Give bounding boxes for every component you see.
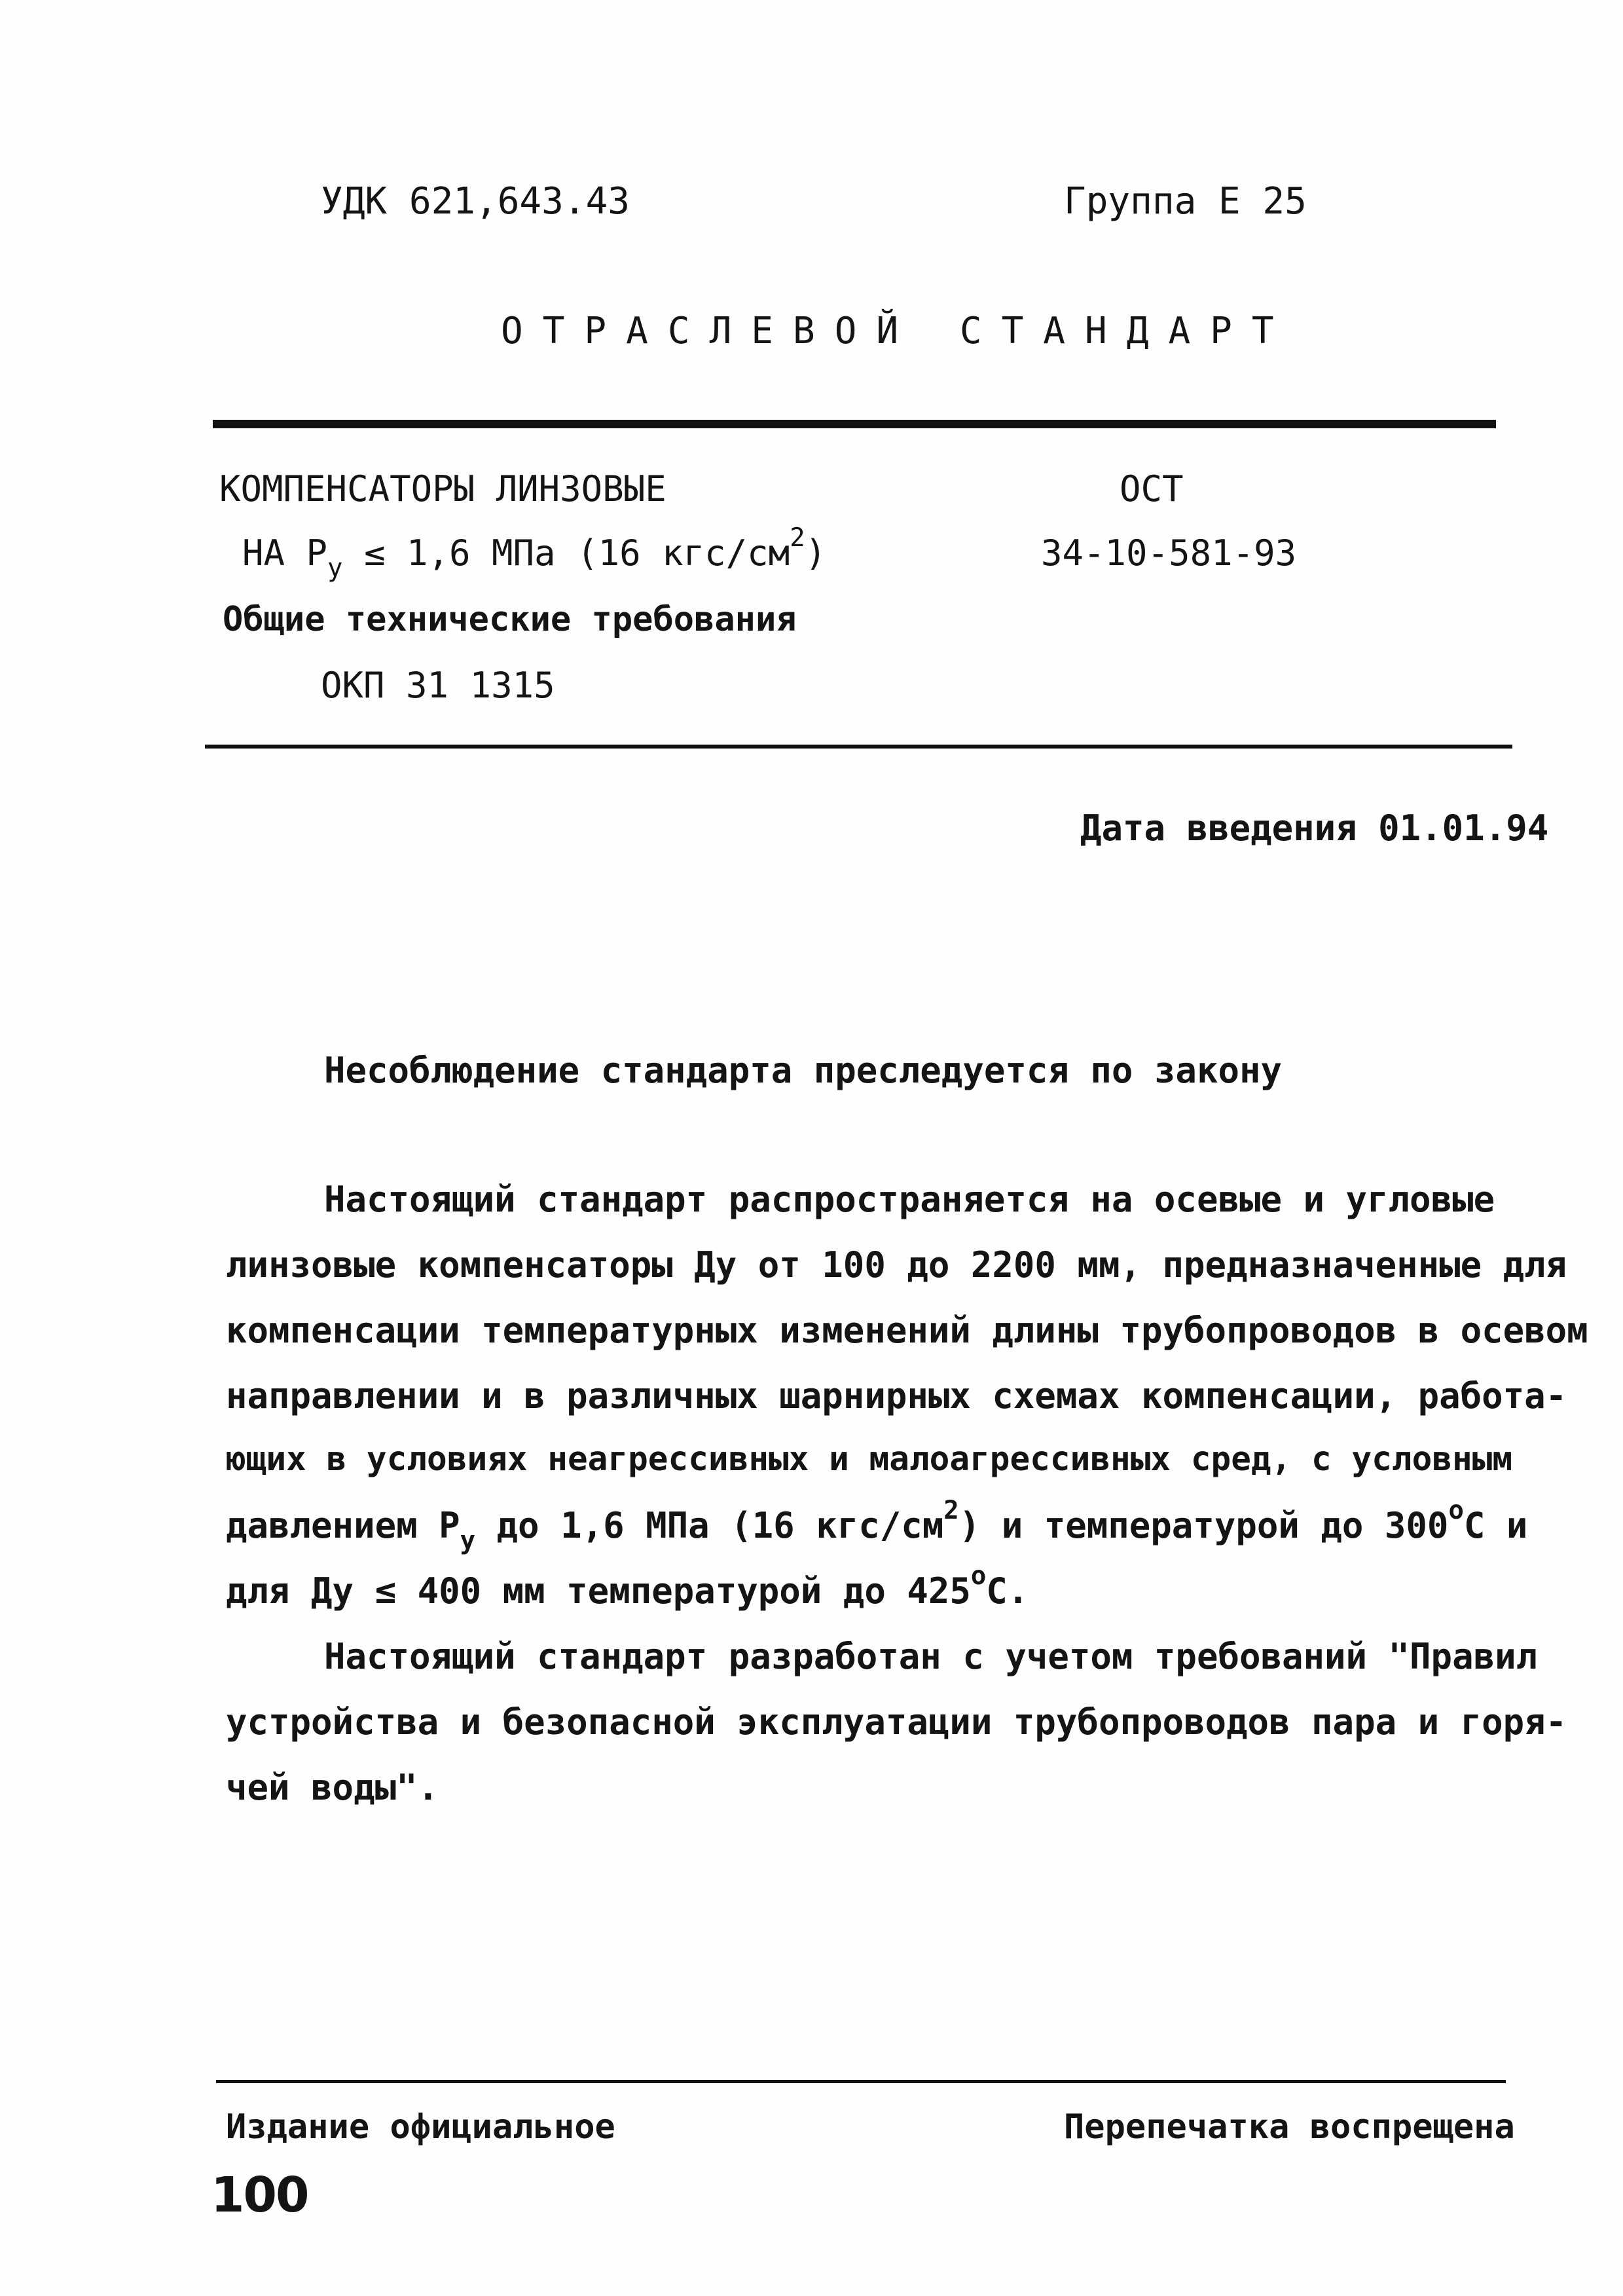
legal-notice: Несоблюдение стандарта преследуется по закону — [324, 1050, 1282, 1091]
udk-code: УДК 621,643.43 — [321, 180, 630, 223]
title-line-2-rest: ≤ 1,6 МПа (16 кгс/см — [342, 532, 790, 574]
footer-rule — [216, 2080, 1506, 2083]
group-code: Группа Е 25 — [1064, 180, 1307, 223]
line-6-degree: о — [1448, 1495, 1464, 1525]
title-line-3: Общие технические требования — [223, 600, 797, 639]
standard-type-heading: ОТРАСЛЕВОЙ СТАНДАРТ — [501, 310, 1294, 352]
paragraph-1-line-1: Настоящий стандарт распространяется на осевые и угловые — [324, 1179, 1495, 1220]
line-6-part-d: С и — [1463, 1505, 1528, 1546]
line-6-part-a: давлением Р — [226, 1505, 460, 1546]
title-line-2 — [242, 523, 827, 583]
title-line-2-sub: у — [327, 553, 343, 583]
paragraph-2-line-2: устройства и безопасной эксплуатации трубопроводов пара и горя- — [226, 1701, 1567, 1743]
page-number: 100 — [211, 2167, 308, 2223]
paragraph-2-line-1: Настоящий стандарт разработан с учетом требований "Правил — [324, 1636, 1538, 1677]
line-7-part-a: для Ду ≤ 400 мм температурой до 425 — [226, 1570, 971, 1612]
title-line-2-end: ) — [805, 532, 827, 574]
paragraph-1-line-5: ющих в условиях неагрессивных и малоагрессивных сред, с условным — [226, 1440, 1513, 1479]
reprint-note: Перепечатка воспрещена — [1064, 2107, 1515, 2147]
ost-label: ОСТ — [1120, 468, 1184, 509]
line-6-part-c: ) и температурой до 300 — [958, 1505, 1449, 1546]
title-line-2-sup: 2 — [790, 523, 805, 553]
paragraph-1-line-2: линзовые компенсаторы Ду от 100 до 2200 мм, предназначенные для — [226, 1244, 1567, 1286]
paragraph-1-line-6 — [226, 1495, 1528, 1556]
line-7-part-b: С. — [986, 1570, 1029, 1612]
line-6-sup: 2 — [943, 1495, 959, 1525]
paragraph-1-line-7 — [226, 1561, 1512, 1612]
ost-number: 34-10-581-93 — [1041, 532, 1297, 574]
title-line-1: КОМПЕНСАТОРЫ ЛИНЗОВЫЕ — [219, 468, 666, 509]
introduction-date: Дата введения 01.01.94 — [1080, 807, 1549, 849]
okp-code: ОКП 31 1315 — [321, 665, 555, 706]
title-line-2-prefix: НА Р — [242, 532, 328, 574]
top-rule — [213, 420, 1496, 428]
paragraph-2-line-3: чей воды". — [226, 1767, 439, 1808]
edition-note: Издание официальное — [226, 2107, 615, 2147]
paragraph-1-line-4: направлении и в различных шарнирных схемах компенсации, работа- — [226, 1375, 1567, 1416]
paragraph-1-line-3: компенсации температурных изменений длины трубопроводов в осевом — [226, 1310, 1588, 1351]
line-6-sub: у — [460, 1526, 476, 1556]
line-7-degree: о — [970, 1561, 987, 1591]
line-6-part-b: до 1,6 МПа (16 кгс/см — [475, 1505, 944, 1546]
title-block-rule — [205, 745, 1512, 749]
